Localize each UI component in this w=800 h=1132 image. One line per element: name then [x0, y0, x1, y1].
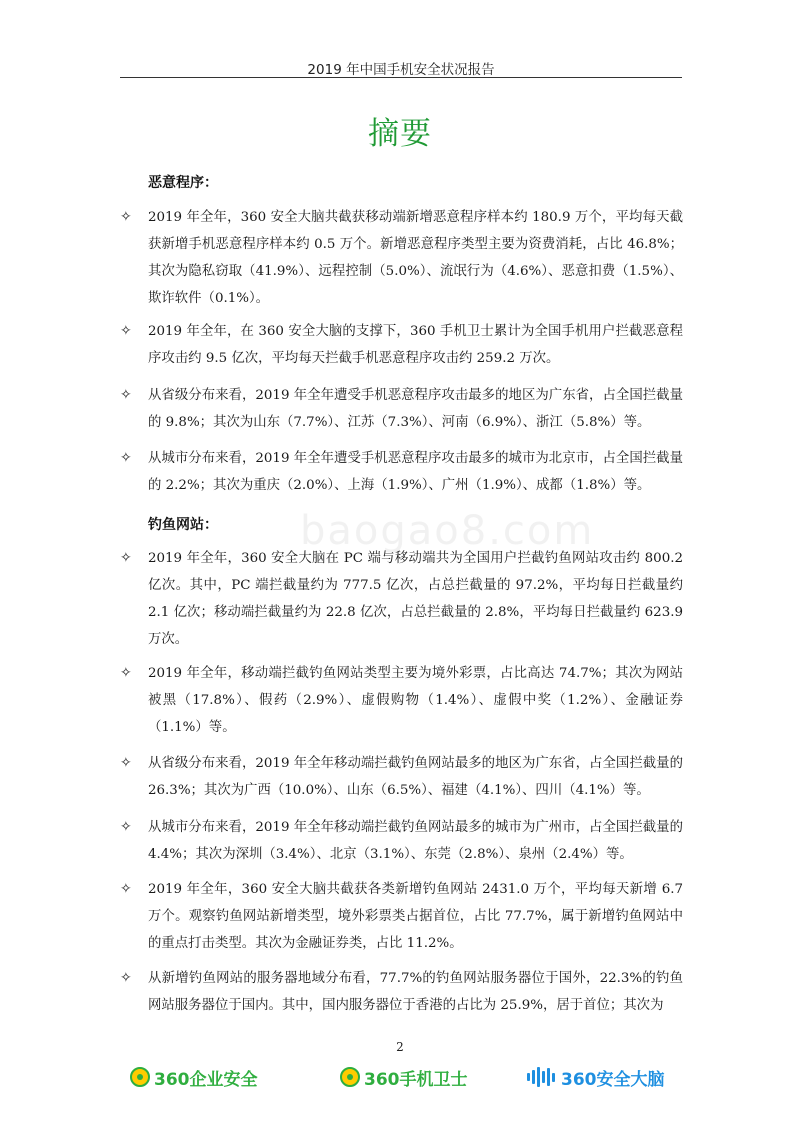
watermark: baogao8.com: [300, 508, 595, 554]
diamond-bullet-icon: ✧: [120, 387, 132, 403]
list-item: [120, 814, 683, 868]
logo-360-mobile-guard: [340, 1062, 468, 1092]
diamond-bullet-icon: ✧: [120, 819, 132, 835]
diamond-bullet-icon: ✧: [120, 881, 132, 897]
bullet-text: 从城市分布来看，2019 年全年遭受手机恶意程序攻击最多的城市为北京市，占全国拦截量的 2.2%；其次为重庆（2.0%）、上海（1.9%）、广州（1.9%）、成都（1.8%）等。: [148, 451, 683, 493]
bullet-text: 2019 年全年，在 360 安全大脑的支撑下，360 手机卫士累计为全国手机用户拦截恶意程序攻击约 9.5 亿次，平均每天拦截手机恶意程序攻击约 259.2 万次。: [148, 324, 683, 366]
list-item: [120, 318, 683, 372]
360-circle-icon: [130, 1067, 150, 1087]
diamond-bullet-icon: ✧: [120, 665, 132, 681]
logo-text: 360手机卫士: [364, 1069, 468, 1090]
list-item: [120, 445, 683, 499]
diamond-bullet-icon: ✧: [120, 550, 132, 566]
bullet-text: 从城市分布来看，2019 年全年移动端拦截钓鱼网站最多的城市为广州市，占全国拦截量的 4.4%；其次为深圳（3.4%）、北京（3.1%）、东莞（2.8%）、泉州（2.4%）等。: [148, 820, 683, 862]
header-divider: [120, 77, 682, 78]
bullet-text: 从新增钓鱼网站的服务器地域分布看，77.7%的钓鱼网站服务器位于国外，22.3%的钓鱼网站服务器位于国内。其中，国内服务器位于香港的占比为 25.9%，居于首位；其次为: [148, 971, 683, 1013]
bullet-text: 2019 年全年，360 安全大脑共截获各类新增钓鱼网站 2431.0 万个，平均每天新增 6.7 万个。观察钓鱼网站新增类型，境外彩票类占据首位，占比 77.7%，属于新增钓鱼网站中的重点打击类型。其次为金融证券类，占比 11.2%。: [148, 882, 683, 951]
list-item: [120, 876, 683, 957]
bullet-text: 从省级分布来看，2019 年全年移动端拦截钓鱼网站最多的地区为广东省，占全国拦截量的 26.3%；其次为广西（10.0%）、山东（6.5%）、福建（4.1%）、四川（4.1%）等。: [148, 756, 683, 798]
diamond-bullet-icon: ✧: [120, 323, 132, 339]
list-item: [120, 750, 683, 804]
bullet-text: 2019 年全年，360 安全大脑共截获移动端新增恶意程序样本约 180.9 万个，平均每天截获新增手机恶意程序样本约 0.5 万个。新增恶意程序类型主要为资费消耗，占比 46.8%；其次为隐私窃取（41.9%）、远程控制（5.0%）、流氓行为（4.6%）、恶意扣费（1.5%）、欺诈软件（0.1%）。: [148, 210, 683, 306]
section-heading-malware: 恶意程序：: [148, 175, 218, 191]
list-item: [120, 660, 683, 741]
list-item: [120, 382, 683, 436]
diamond-bullet-icon: ✧: [120, 970, 132, 986]
diamond-bullet-icon: ✧: [120, 209, 132, 225]
brain-waveform-icon: [527, 1065, 555, 1089]
list-item: [120, 545, 683, 653]
diamond-bullet-icon: ✧: [120, 450, 132, 466]
360-circle-icon: [340, 1067, 360, 1087]
footer-logos: [0, 1062, 800, 1092]
logo-360-enterprise-security: [130, 1062, 258, 1092]
bullet-text: 2019 年全年，360 安全大脑在 PC 端与移动端共为全国用户拦截钓鱼网站攻击约 800.2 亿次。其中，PC 端拦截量约为 777.5 亿次，占总拦截量的 97.2%，平均每日拦截量约 2.1 亿次；移动端拦截量约为 22.8 亿次，占总拦截量的 2.8%，平均每日拦截量约 623.9 万次。: [148, 551, 683, 647]
diamond-bullet-icon: ✧: [120, 755, 132, 771]
logo-360-security-brain: [527, 1062, 665, 1092]
page-number: 2: [396, 1040, 404, 1054]
logo-text: 360安全大脑: [561, 1069, 665, 1090]
list-item: [120, 965, 683, 1019]
list-item: [120, 204, 683, 312]
running-header: 2019 年中国手机安全状况报告: [307, 62, 495, 78]
logo-text: 360企业安全: [154, 1069, 258, 1090]
section-heading-phishing: 钓鱼网站：: [148, 517, 218, 533]
page-title: 摘要: [368, 116, 432, 152]
bullet-text: 2019 年全年，移动端拦截钓鱼网站类型主要为境外彩票，占比高达 74.7%；其次为网站被黑（17.8%）、假药（2.9%）、虚假购物（1.4%）、虚假中奖（1.2%）、金融证券（1.1%）等。: [148, 666, 683, 735]
bullet-text: 从省级分布来看，2019 年全年遭受手机恶意程序攻击最多的地区为广东省，占全国拦截量的 9.8%；其次为山东（7.7%）、江苏（7.3%）、河南（6.9%）、浙江（5.8%）等。: [148, 388, 683, 430]
